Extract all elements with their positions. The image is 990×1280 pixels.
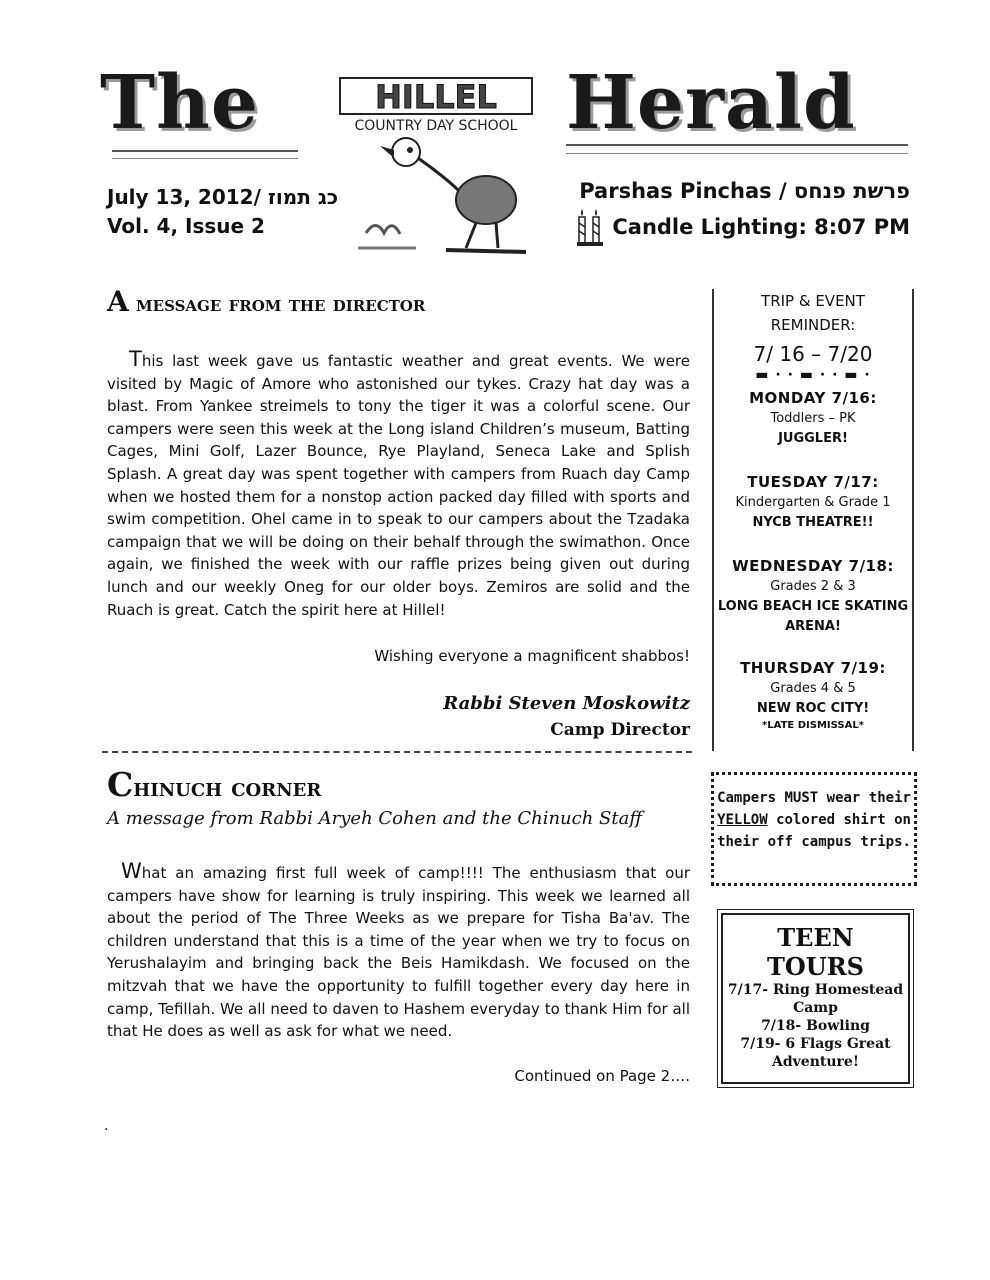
director-body: [107, 348, 690, 621]
director-heading: [107, 285, 425, 318]
reminder-day-group: Toddlers – PK: [770, 411, 856, 426]
reminder-title-2: REMINDER:: [770, 316, 856, 334]
reminder-day-tuesday: [714, 471, 912, 533]
school-logo: [336, 68, 536, 268]
masthead-rule-right: [566, 144, 908, 146]
reminder-divider: ▬ · · ▬ · · ▬ ·: [755, 367, 871, 383]
masthead-herald: Herald: [566, 60, 856, 146]
chinuch-subheading: A message from Rabbi Aryeh Cohen and the Chinuch Staff: [107, 808, 643, 829]
director-heading-initial: A: [107, 285, 129, 318]
director-signature-title: Camp Director: [550, 720, 690, 740]
yellow-shirt-notice: [711, 772, 917, 886]
director-closing: Wishing everyone a magnificent shabbos!: [374, 647, 690, 665]
chinuch-heading-initial: C: [107, 765, 134, 804]
notice-highlight: YELLOW: [717, 812, 768, 828]
reminder-day-wednesday: [714, 555, 912, 637]
masthead-the: The: [100, 60, 259, 146]
notice-text-after: colored shirt on their off campus trips.: [717, 812, 911, 850]
reminder-day-monday: [714, 387, 912, 449]
teen-tours-title-2: TOURS: [767, 952, 864, 981]
reminder-day-group: Kindergarten & Grade 1: [735, 495, 891, 510]
reminder-day-event: LONG BEACH ICE SKATING ARENA!: [717, 599, 909, 634]
director-body-text: his last week gave us fantastic weather and great events. We were visited by Magic of Amore who astonished our tykes. Crazy hat day was a blast. From Yankee streimels to tony the tiger it was a colorful scene. Our campers were seen this week at the Long island Children’s museum, Batting Cages, Mini Golf, Lazer Bounce, Rye Playland, Seneca Lake and Splish Splash. A great day was spent together with campers from Ruach day Camp when we hosted them for a nonstop action packed day filled with sports and swim competition. Ohel came in to speak to our campers about the Tzadaka campaign that we will be doing on their behalf through the swimathon. Once again, we finished the week with our raffle prizes being given out during lunch and our weekly Oneg for our older boys. Zemiros are solid and the Ruach is great. Catch the spirit here at Hillel!: [107, 352, 690, 619]
teen-tours-inner: [721, 913, 910, 1084]
parsha-title: Parshas Pinchas / פרשת פנחס: [579, 179, 910, 203]
issue-info: [107, 183, 338, 241]
masthead-rule-left: [112, 150, 298, 152]
candles-icon: [576, 207, 604, 247]
chinuch-body-text: hat an amazing first full week of camp!!!! The enthusiasm that our campers have show for learning is truly inspiring. This week we learned all about the period of The Three Weeks as we prepare for Tisha Ba'av. The children understand that this is a time of the year when we try to focus on Yerushalayim and bringing back the Beis Hamikdash. We focused on the mitzvah that we have the opportunity to fulfill together every day here in camp, Tefillah. We all need to daven to Hashem everyday to thank Him for all that He does as well as ask for what we need.: [107, 864, 690, 1041]
reminder-day-event: NEW ROC CITY!: [756, 701, 870, 716]
reminder-day-thursday: [714, 657, 912, 733]
logo-sub-text: COUNTRY DAY SCHOOL: [354, 118, 518, 134]
stray-mark: .: [104, 1118, 109, 1134]
chinuch-heading: [107, 765, 321, 804]
logo-top-text: HILLEL: [375, 78, 497, 116]
teen-tours-box: [717, 909, 914, 1088]
reminder-day-note: *LATE DISMISSAL*: [762, 720, 864, 731]
reminder-day-event: NYCB THEATRE!!: [752, 515, 874, 530]
director-drop-letter: T: [129, 347, 142, 371]
trip-reminder-box: [712, 289, 914, 751]
issue-date: July 13, 2012/ כג תמוז: [107, 185, 339, 209]
candle-lighting-time: Candle Lighting: 8:07 PM: [612, 214, 910, 239]
reminder-day-group: Grades 4 & 5: [770, 681, 856, 696]
masthead-rule-right-2: [566, 153, 908, 154]
masthead-rule-left-2: [112, 158, 298, 159]
reminder-day-label: WEDNESDAY 7/18:: [732, 557, 894, 575]
chinuch-drop-letter: W: [121, 859, 142, 883]
chinuch-continued: Continued on Page 2….: [514, 1067, 690, 1085]
director-signature-name: Rabbi Steven Moskowitz: [443, 693, 690, 714]
reminder-dates: 7/ 16 – 7/20: [753, 342, 873, 366]
reminder-day-label: TUESDAY 7/17:: [747, 473, 879, 491]
issue-volume: Vol. 4, Issue 2: [107, 214, 265, 238]
teen-tour-item: 7/19- 6 Flags Great Adventure!: [740, 1036, 891, 1070]
chinuch-heading-rest: hinuch corner: [133, 773, 322, 803]
director-heading-rest: message from the director: [128, 291, 426, 316]
reminder-day-event: JUGGLER!: [778, 431, 848, 446]
parsha-info: [576, 176, 910, 247]
teen-tour-item: 7/17- Ring Homestead Camp: [727, 982, 904, 1016]
teen-tour-item: 7/18- Bowling: [761, 1018, 870, 1034]
reminder-day-group: Grades 2 & 3: [770, 579, 856, 594]
chinuch-body: [107, 860, 690, 1043]
reminder-day-label: THURSDAY 7/19:: [740, 659, 886, 677]
reminder-day-label: MONDAY 7/16:: [749, 389, 877, 407]
teen-tours-title-1: TEEN: [777, 923, 854, 952]
skiing-bird-icon: [336, 68, 536, 268]
notice-text-before: Campers MUST wear their: [717, 790, 911, 806]
reminder-title-1: TRIP & EVENT: [761, 292, 865, 310]
candle-row: [576, 207, 910, 247]
section-divider: [102, 751, 692, 753]
